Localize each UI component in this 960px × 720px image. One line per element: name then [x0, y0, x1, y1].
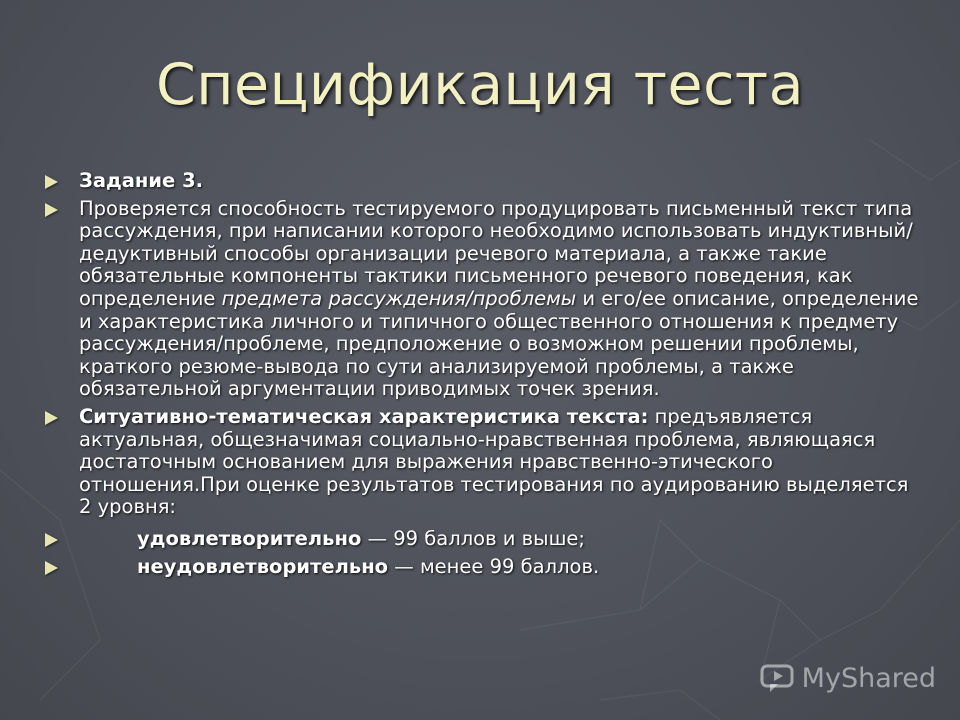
bullet-arrow-icon	[45, 175, 58, 189]
list-item-characteristics	[45, 406, 925, 519]
bullet-arrow-icon	[45, 533, 58, 547]
grade-fail-label: неудовлетворительно	[137, 554, 389, 578]
myshared-logo-icon	[760, 662, 796, 694]
characteristics-heading: Ситуативно-тематическая характеристика текста:	[79, 404, 649, 428]
slide-body	[45, 170, 925, 583]
grade-fail-text: — менее 99 баллов.	[388, 554, 600, 578]
task-heading: Задание 3.	[79, 169, 204, 192]
grade-pass-label: удовлетворительно	[137, 526, 362, 550]
bullet-arrow-icon	[45, 411, 58, 425]
watermark-logo	[760, 662, 936, 694]
description-text-start: Проверяется способность тестируемого продуцировать письменный текст типа рассуждения, при написании которого необходимо использовать индуктивный/дедуктивный способы организации речевого материала, а также такие обязательные компоненты тактики письменного речевого поведения, как определение	[79, 196, 913, 310]
slide-title: Спецификация теста	[155, 52, 805, 118]
list-item-task	[45, 170, 925, 193]
description-text-end: и его/ее описание, определение и характеристика личного и типичного общественного отношения к предмету рассуждения/проблеме, предположение о возможном решении проблемы, краткого резюме-вывода по сути анализируемой проблемы, а также обязательной аргументации приводимых точек зрения.	[79, 286, 919, 401]
list-item-grade-pass	[45, 528, 925, 551]
bullet-arrow-icon	[45, 203, 58, 217]
watermark-text: MyShared	[801, 662, 936, 694]
grade-fail	[79, 555, 599, 578]
characteristics-text: предъявляется актуальная, общезначимая социально-нравственная проблема, являющаяся достаточным основанием для выражения нравственно-этического отношения.При оценке результатов тестирования по аудированию выделяется 2 уровня:	[79, 404, 909, 519]
description-emphasis: предмета рассуждения/проблемы	[221, 286, 577, 310]
bullet-arrow-icon	[45, 561, 58, 575]
grade-pass-text: — 99 баллов и выше;	[361, 526, 585, 550]
grade-pass	[79, 527, 585, 550]
list-item-description	[45, 198, 925, 401]
list-item-grade-fail	[45, 556, 925, 579]
